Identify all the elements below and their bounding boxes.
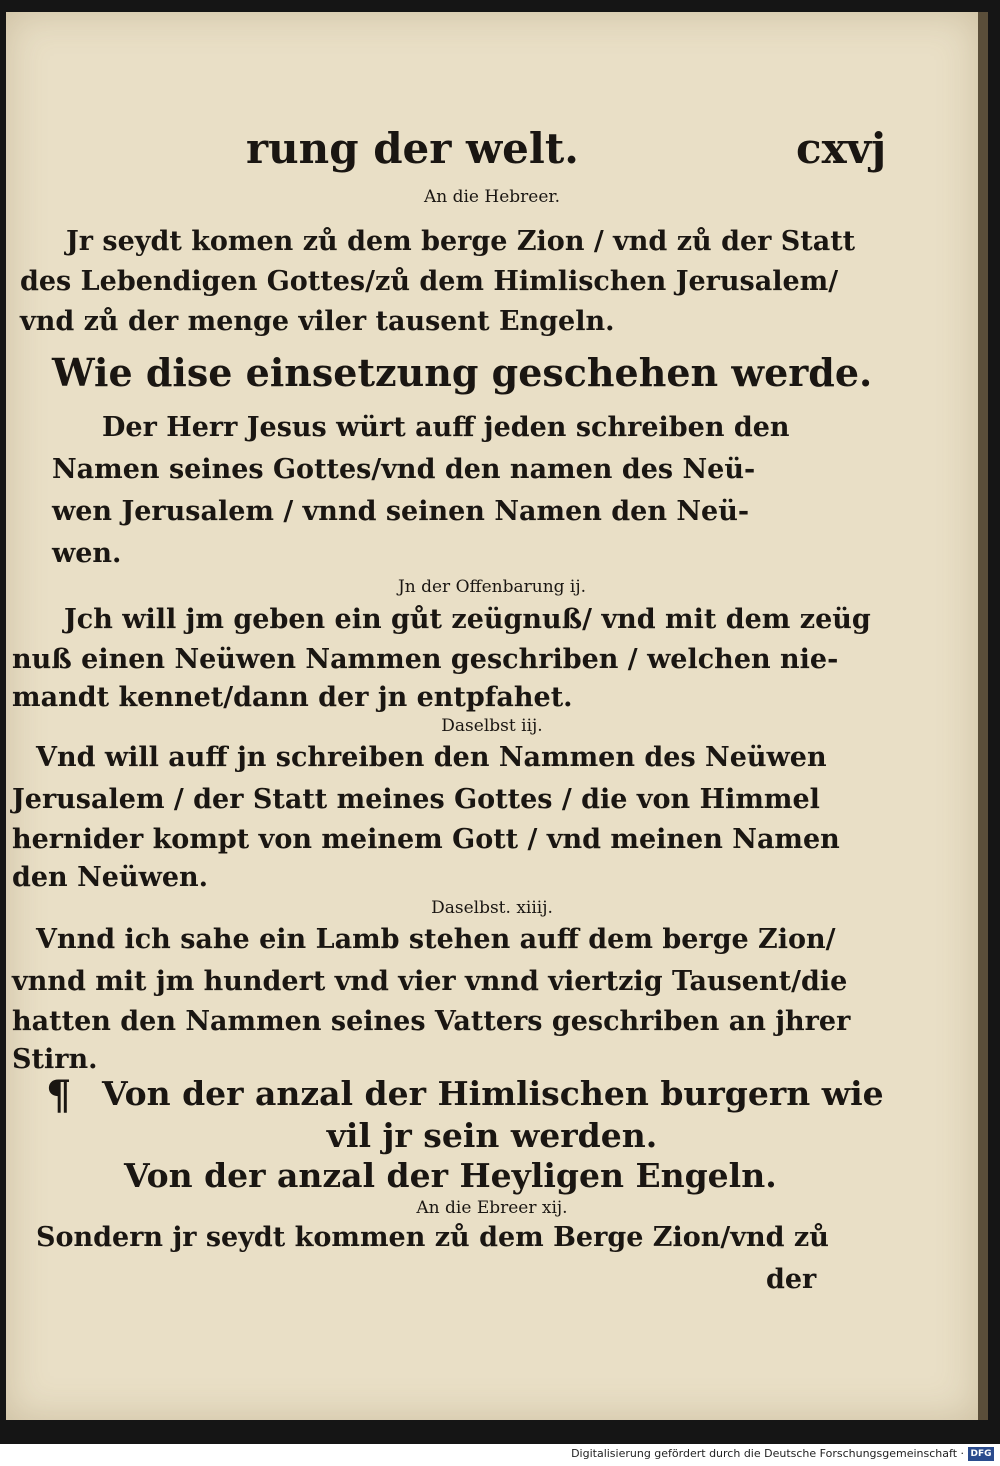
text-line: Jerusalem / der Statt meines Gottes / die von Himmel — [12, 784, 820, 815]
catchword: der — [766, 1264, 817, 1295]
citation-line: An die Ebreer xij. — [416, 1198, 568, 1218]
book-page — [6, 12, 978, 1420]
folio-number: cxvj — [796, 124, 887, 173]
section-heading: vil jr sein werden. — [326, 1116, 658, 1155]
text-line: mandt kennet/dann der jn entpfahet. — [12, 682, 573, 713]
citation-line: Daselbst. xiiij. — [431, 898, 553, 918]
text-line: hernider kompt von meinem Gott / vnd meinen Namen — [12, 824, 840, 855]
text-line: hatten den Nammen seines Vatters geschriben an jhrer — [12, 1006, 851, 1037]
text-line: wen Jerusalem / vnnd seinen Namen den Neü- — [52, 496, 750, 527]
section-heading: Wie dise einsetzung geschehen werde. — [52, 350, 873, 395]
text-line: Vnnd ich sahe ein Lamb stehen auff dem berge Zion/ — [36, 924, 836, 955]
text-line: des Lebendigen Gottes/zů dem Himlischen Jerusalem/ — [20, 266, 839, 297]
text-line: Jr seydt komen zů dem berge Zion / vnd zů der Statt — [66, 226, 856, 257]
text-line: Vnd will auff jn schreiben den Nammen des Neüwen — [36, 742, 827, 773]
citation-line: Jn der Offenbarung ij. — [397, 577, 587, 597]
section-heading: Von der anzal der Himlischen burgern wie — [102, 1074, 884, 1113]
running-header-title: rung der welt. — [246, 124, 579, 173]
footer-bar — [0, 1444, 1000, 1466]
text-line: Stirn. — [12, 1044, 98, 1075]
page-edge — [978, 12, 988, 1420]
text-line: wen. — [52, 538, 122, 569]
funding-credit: Digitalisierung gefördert durch die Deutsche Forschungsgemeinschaft · — [571, 1447, 964, 1460]
text-line: den Neüwen. — [12, 862, 209, 893]
text-line: Der Herr Jesus würt auff jeden schreiben den — [102, 412, 790, 443]
citation-line: An die Hebreer. — [423, 187, 561, 207]
text-line: Namen seines Gottes/vnd den namen des Neü- — [52, 454, 756, 485]
dfg-logo: DFG — [968, 1447, 994, 1461]
text-line: Sondern jr seydt kommen zů dem Berge Zion/vnd zů — [36, 1222, 829, 1253]
text-line: Jch will jm geben ein gůt zeügnuß/ vnd mit dem zeüg — [64, 604, 871, 635]
text-line: vnnd mit jm hundert vnd vier vnnd viertzig Tausent/die — [12, 966, 848, 997]
text-line: vnd zů der menge viler tausent Engeln. — [20, 306, 615, 337]
citation-line: Daselbst iij. — [441, 716, 543, 736]
text-line: nuß einen Neüwen Nammen geschriben / welchen nie- — [12, 644, 839, 675]
pilcrow-mark: ¶ — [46, 1072, 72, 1119]
section-heading: Von der anzal der Heyligen Engeln. — [124, 1156, 777, 1195]
